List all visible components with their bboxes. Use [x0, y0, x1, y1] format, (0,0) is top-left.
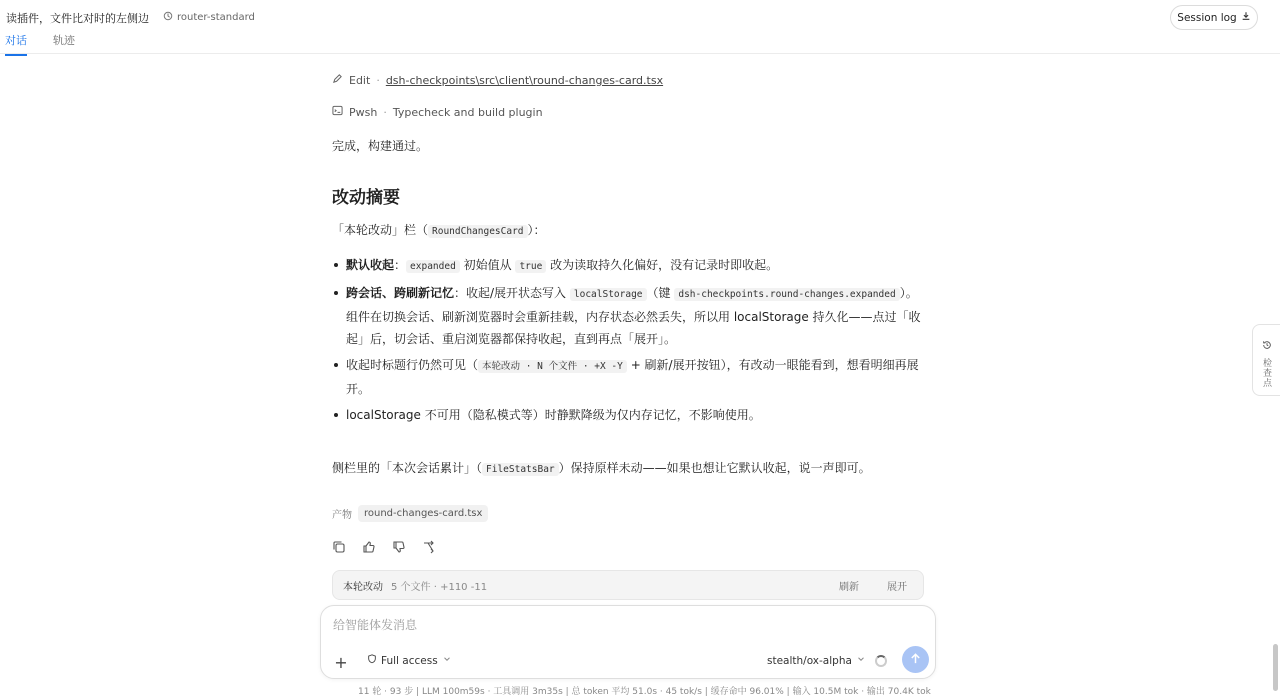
message-input[interactable]	[333, 618, 893, 632]
access-label: Full access	[381, 654, 438, 667]
changes-actions	[839, 578, 913, 593]
status-text: 完成，构建通过。	[332, 139, 429, 153]
copy-icon[interactable]	[332, 539, 346, 558]
list-item	[332, 354, 924, 400]
list-item	[332, 282, 924, 350]
tool-kind: Edit	[349, 73, 371, 87]
tab-chat[interactable]: 对话	[5, 32, 27, 56]
intro-paragraph	[332, 221, 546, 238]
chevron-down-icon	[856, 654, 866, 667]
item-text: 改为读取持久化偏好，没有记录时即收起。	[546, 258, 779, 272]
outro-text: ）保持原样未动——如果也想让它默认收起，说一声即可。	[558, 461, 871, 475]
tab-bar	[5, 32, 75, 56]
send-button[interactable]	[902, 646, 929, 673]
edit-icon	[332, 73, 343, 87]
item-text: localStorage 不可用（隐私模式等）时静默降级为仅内存记忆，不影响使用。	[346, 408, 761, 422]
tool-file-link[interactable]: dsh-checkpoints\src\client\round-changes-card.tsx	[385, 73, 664, 87]
inline-code: expanded	[406, 260, 460, 273]
expand-button[interactable]: 展开	[887, 581, 907, 593]
refresh-button[interactable]: 刷新	[839, 581, 859, 593]
tool-kind: Pwsh	[349, 105, 378, 119]
session-log-button[interactable]	[1170, 5, 1258, 30]
scrollbar[interactable]	[1273, 644, 1278, 691]
tool-separator: ·	[383, 105, 387, 119]
inline-code: RoundChangesCard	[428, 225, 528, 238]
loading-spinner-icon	[875, 655, 887, 667]
tool-call-pwsh[interactable]	[332, 104, 543, 120]
access-dropdown[interactable]	[367, 654, 452, 667]
inline-code: true	[515, 260, 546, 273]
message-composer	[320, 605, 936, 679]
item-text: （键	[646, 286, 675, 300]
list-item	[332, 254, 924, 278]
outro-text: 侧栏里的「本次会话累计」（	[332, 461, 483, 475]
tool-separator: ·	[376, 73, 380, 87]
item-text: ：	[394, 258, 407, 272]
router-icon	[163, 11, 173, 24]
inline-code: FileStatsBar	[482, 463, 559, 476]
tool-description: Typecheck and build plugin	[392, 105, 543, 119]
message-actions	[332, 539, 436, 558]
terminal-icon	[332, 105, 343, 119]
inline-code: localStorage	[570, 288, 647, 301]
list-item	[332, 404, 924, 426]
changes-label: 本轮改动	[343, 581, 383, 593]
add-attachment-button[interactable]	[329, 650, 353, 674]
model-label: stealth/ox-alpha	[767, 654, 852, 667]
shield-icon	[367, 654, 377, 667]
outro-paragraph	[332, 459, 871, 476]
top-bar	[0, 0, 1280, 54]
session-log-label: Session log	[1177, 11, 1237, 24]
artifact-chip[interactable]: round-changes-card.tsx	[358, 505, 488, 522]
download-icon	[1241, 11, 1251, 24]
tool-call-edit[interactable]	[332, 72, 663, 88]
section-heading: 改动摘要	[332, 188, 400, 208]
item-text: ）。组件在切换会话、刷新浏览器时会重新挂载，内存状态必然丢失，所以用 localStorage 持久化——点过「收起」后，切会话、重启浏览器都保持收起，直到再点「展开」。	[346, 286, 921, 346]
chevron-down-icon	[442, 654, 452, 667]
item-text: + 刷新/展开按钮），有改动一眼能看到，想看明细再展开。	[346, 358, 919, 396]
changes-meta: 5 个文件 · +110 -11	[391, 581, 488, 593]
thumbs-down-icon[interactable]	[392, 539, 406, 558]
item-text: ：收起/展开状态写入	[454, 286, 570, 300]
checkpoint-label: 检查点	[1261, 358, 1271, 388]
item-text: 收起时标题行仍然可见（	[346, 358, 479, 372]
arrow-up-icon	[909, 650, 922, 669]
artifact-row	[332, 505, 488, 522]
artifact-label: 产物	[332, 510, 352, 521]
item-bold: 默认收起	[346, 258, 395, 272]
router-badge	[163, 11, 255, 24]
plus-icon: +	[334, 652, 348, 672]
checkpoint-rail-tab[interactable]	[1252, 324, 1280, 396]
thumbs-up-icon[interactable]	[362, 539, 376, 558]
inline-code: dsh-checkpoints.round-changes.expanded	[674, 288, 899, 301]
session-title: 读插件，文件比对时的左侧边	[6, 12, 149, 25]
history-icon	[1262, 335, 1272, 354]
item-text: 初始值从	[459, 258, 516, 272]
item-bold: 跨会话、跨刷新记忆	[346, 286, 455, 300]
intro-text: 「本轮改动」栏（	[332, 223, 429, 237]
model-dropdown[interactable]	[767, 654, 866, 667]
round-changes-bar	[332, 570, 924, 600]
change-list	[332, 254, 924, 430]
router-label: router-standard	[177, 12, 255, 23]
tab-trace[interactable]: 轨迹	[53, 34, 75, 47]
inline-code: 本轮改动 · N 个文件 · +X -Y	[478, 360, 627, 373]
branch-icon[interactable]	[422, 539, 436, 558]
intro-text: ）：	[527, 223, 546, 237]
session-stats: 11 轮 · 93 步 | LLM 100m59s · 工具调用 3m35s | 总 token 平均 51.0s · 45 tok/s | 缓存命中 96.01% | 输入 10.5M tok · 输出 70.4K tok	[358, 687, 931, 697]
